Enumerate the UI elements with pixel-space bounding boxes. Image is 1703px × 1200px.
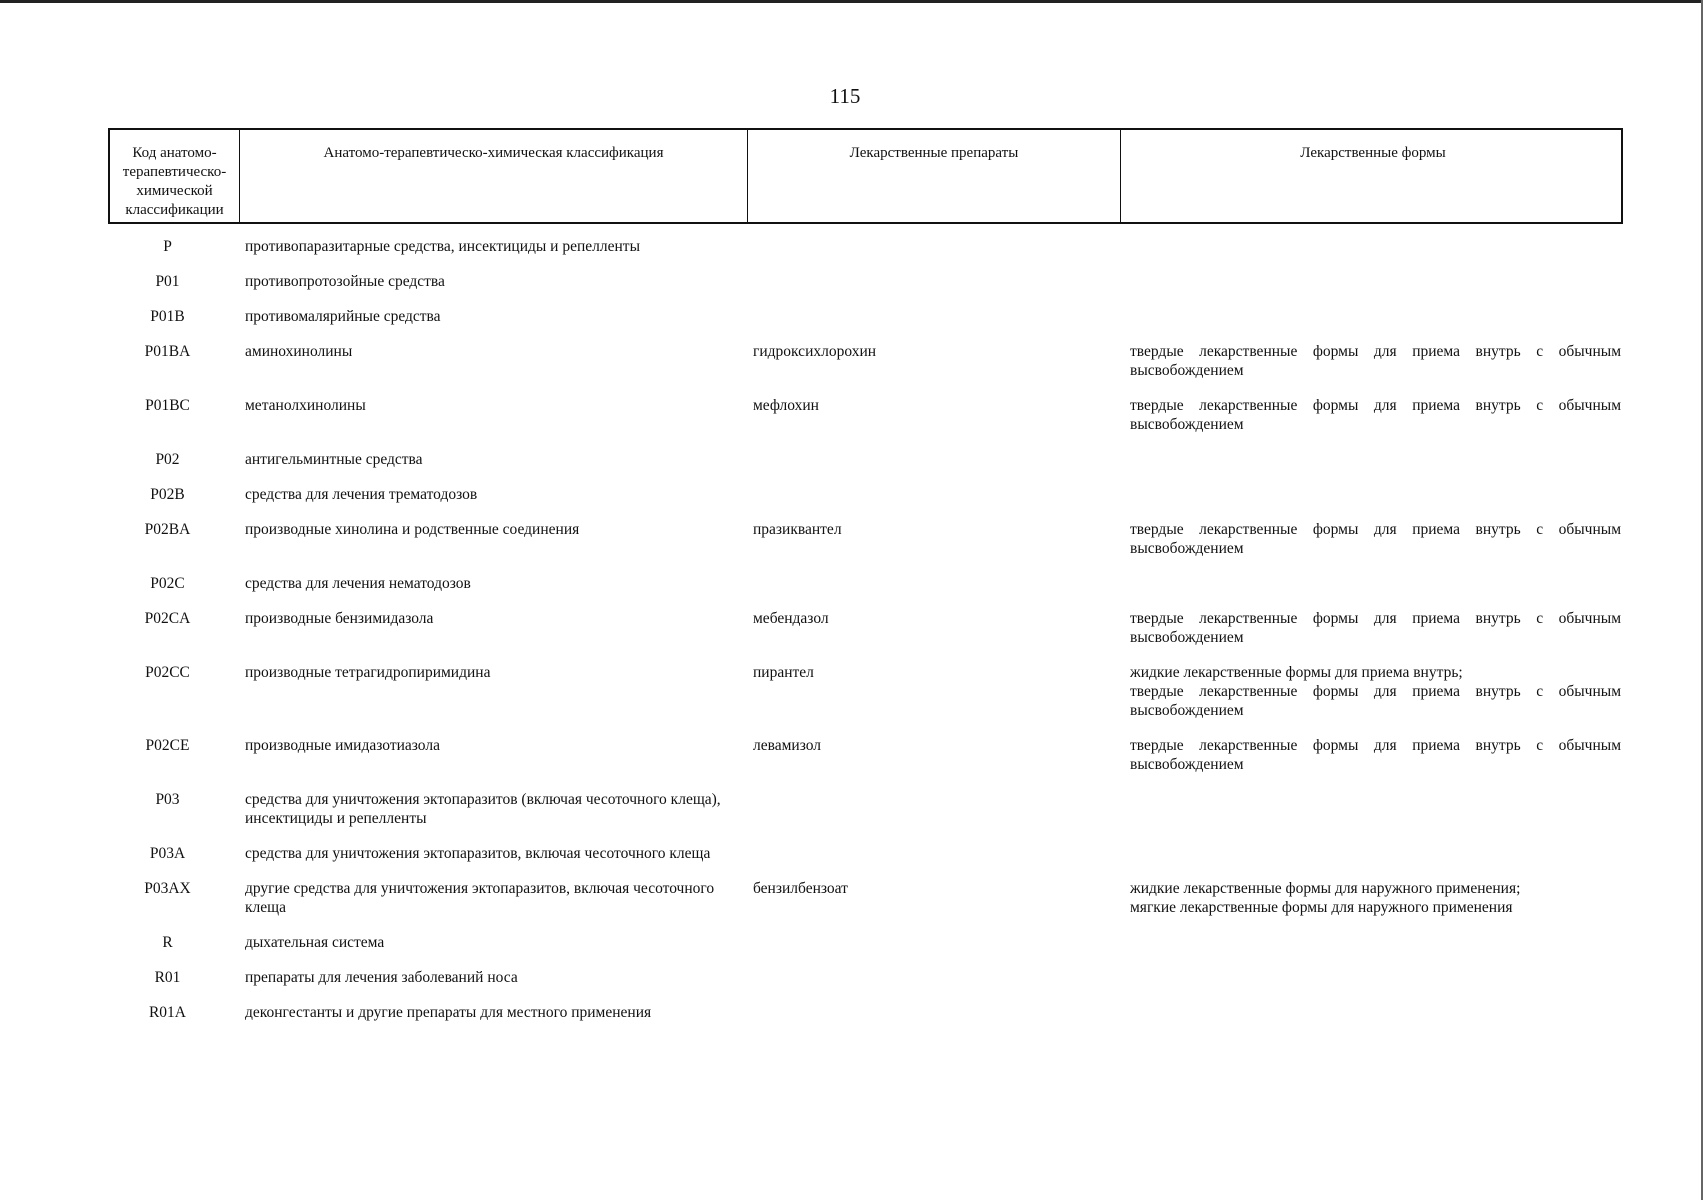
row-code: P bbox=[163, 238, 172, 255]
row-classification-name: противопаразитарные средства, инсектициды и репелленты bbox=[245, 238, 640, 255]
header-classification: Анатомо-терапевтическо-химическая классификация bbox=[239, 130, 747, 222]
row-drug bbox=[745, 307, 1118, 342]
table-row bbox=[108, 844, 1623, 879]
row-classification-name: препараты для лечения заболеваний носа bbox=[245, 969, 518, 986]
row-classification-name: другие средства для уничтожения эктопаразитов, включая чесоточного клеща bbox=[245, 880, 715, 916]
row-drug bbox=[745, 933, 1118, 968]
row-classification-name: аминохинолины bbox=[245, 343, 353, 360]
row-code: P03A bbox=[149, 845, 186, 862]
row-drug bbox=[745, 237, 1118, 272]
row-dosage-forms bbox=[1118, 879, 1623, 933]
row-dosage-forms bbox=[1118, 574, 1623, 609]
classification-table bbox=[108, 128, 1623, 1038]
row-classification-name: средства для лечения нематодозов bbox=[245, 575, 471, 592]
table-row bbox=[108, 450, 1623, 485]
row-classification-name: средства для уничтожения эктопаразитов, включая чесоточного клеща bbox=[245, 845, 711, 862]
table-row bbox=[108, 272, 1623, 307]
row-code: P01 bbox=[155, 273, 180, 290]
row-code: P02C bbox=[150, 575, 185, 592]
row-drug: мебендазол bbox=[753, 610, 829, 627]
row-classification-name: производные бензимидазола bbox=[245, 610, 434, 627]
table-row bbox=[108, 574, 1623, 609]
table-body bbox=[108, 224, 1623, 1038]
row-classification-name: средства для лечения трематодозов bbox=[245, 486, 478, 503]
row-drug: мефлохин bbox=[753, 397, 819, 414]
row-code: R01 bbox=[154, 969, 181, 986]
table-row bbox=[108, 879, 1623, 933]
row-drug bbox=[745, 272, 1118, 307]
row-classification-name: антигельминтные средства bbox=[245, 451, 423, 468]
table-row bbox=[108, 968, 1623, 1003]
row-dosage-forms bbox=[1118, 736, 1623, 790]
row-dosage-forms bbox=[1118, 520, 1623, 574]
row-code: P02CC bbox=[145, 664, 190, 681]
header-code: Код анатомо-терапевтическо-химической классификации bbox=[122, 145, 227, 218]
header-forms: Лекарственные формы bbox=[1120, 130, 1625, 222]
row-drug bbox=[745, 968, 1118, 1003]
row-code: P02CE bbox=[145, 737, 190, 754]
table-row bbox=[108, 307, 1623, 342]
row-drug: гидроксихлорохин bbox=[753, 343, 877, 360]
row-dosage-forms bbox=[1118, 844, 1623, 879]
row-classification-name: производные хинолина и родственные соединения bbox=[245, 521, 580, 538]
row-drug bbox=[745, 844, 1118, 879]
table-row bbox=[108, 396, 1623, 450]
row-drug bbox=[745, 450, 1118, 485]
table-row bbox=[108, 342, 1623, 396]
row-code: P01BA bbox=[144, 343, 191, 360]
row-code: P01B bbox=[150, 308, 185, 325]
row-code: P02BA bbox=[144, 521, 191, 538]
dosage-form-line: жидкие лекарственные формы для приема внутрь; bbox=[1130, 664, 1463, 681]
dosage-form-line: мягкие лекарственные формы для наружного применения bbox=[1130, 899, 1513, 916]
table-row bbox=[108, 1003, 1623, 1038]
row-dosage-forms bbox=[1118, 790, 1623, 844]
dosage-form-line: твердые лекарственные формы для приема внутрь с обычным высвобождением bbox=[1130, 397, 1621, 433]
row-drug bbox=[745, 574, 1118, 609]
row-drug: левамизол bbox=[753, 737, 822, 754]
row-dosage-forms bbox=[1118, 396, 1623, 450]
row-dosage-forms bbox=[1118, 307, 1623, 342]
table-row bbox=[108, 790, 1623, 844]
row-dosage-forms bbox=[1118, 933, 1623, 968]
table-row bbox=[108, 520, 1623, 574]
row-code: P02B bbox=[150, 486, 185, 503]
row-drug: бензилбензоат bbox=[753, 880, 848, 897]
row-drug: празиквантел bbox=[753, 521, 842, 538]
row-drug bbox=[745, 485, 1118, 520]
table-row bbox=[108, 237, 1623, 272]
row-classification-name: производные имидазотиазола bbox=[245, 737, 440, 754]
row-code: P03 bbox=[155, 791, 180, 808]
row-dosage-forms bbox=[1118, 485, 1623, 520]
row-dosage-forms bbox=[1118, 272, 1623, 307]
row-code: P02 bbox=[155, 451, 180, 468]
row-dosage-forms bbox=[1118, 663, 1623, 736]
row-classification-name: метанолхинолины bbox=[245, 397, 366, 414]
header-drugs: Лекарственные препараты bbox=[747, 130, 1120, 222]
row-classification-name: деконгестанты и другие препараты для местного применения bbox=[245, 1004, 652, 1021]
row-code: P03AX bbox=[144, 880, 191, 897]
table-row bbox=[108, 736, 1623, 790]
dosage-form-line: твердые лекарственные формы для приема внутрь с обычным высвобождением bbox=[1130, 737, 1621, 773]
dosage-form-line: твердые лекарственные формы для приема внутрь с обычным высвобождением bbox=[1130, 343, 1621, 379]
row-classification-name: производные тетрагидропиримидина bbox=[245, 664, 491, 681]
scan-edge-top bbox=[0, 0, 1703, 3]
row-drug: пирантел bbox=[753, 664, 814, 681]
table-row bbox=[108, 933, 1623, 968]
row-dosage-forms bbox=[1118, 968, 1623, 1003]
row-classification-name: средства для уничтожения эктопаразитов (включая чесоточного клеща), инсектициды и репелленты bbox=[245, 791, 721, 827]
row-dosage-forms bbox=[1118, 450, 1623, 485]
dosage-form-line: жидкие лекарственные формы для наружного применения; bbox=[1130, 880, 1521, 897]
row-classification-name: противомалярийные средства bbox=[245, 308, 441, 325]
table-row bbox=[108, 609, 1623, 663]
dosage-form-line: твердые лекарственные формы для приема внутрь с обычным высвобождением bbox=[1130, 683, 1621, 719]
row-code: R bbox=[162, 934, 173, 951]
row-classification-name: дыхательная система bbox=[245, 934, 385, 951]
dosage-form-line: твердые лекарственные формы для приема внутрь с обычным высвобождением bbox=[1130, 521, 1621, 557]
row-classification-name: противопротозойные средства bbox=[245, 273, 445, 290]
table-row bbox=[108, 485, 1623, 520]
table-row bbox=[108, 663, 1623, 736]
row-code: R01A bbox=[148, 1004, 187, 1021]
row-code: P01BC bbox=[145, 397, 190, 414]
row-code: P02CA bbox=[144, 610, 191, 627]
page-number: 115 bbox=[829, 84, 861, 108]
row-dosage-forms bbox=[1118, 609, 1623, 663]
row-dosage-forms bbox=[1118, 237, 1623, 272]
table-header bbox=[108, 128, 1623, 224]
row-drug bbox=[745, 790, 1118, 844]
row-dosage-forms bbox=[1118, 342, 1623, 396]
row-drug bbox=[745, 1003, 1118, 1038]
dosage-form-line: твердые лекарственные формы для приема внутрь с обычным высвобождением bbox=[1130, 610, 1621, 646]
row-dosage-forms bbox=[1118, 1003, 1623, 1038]
